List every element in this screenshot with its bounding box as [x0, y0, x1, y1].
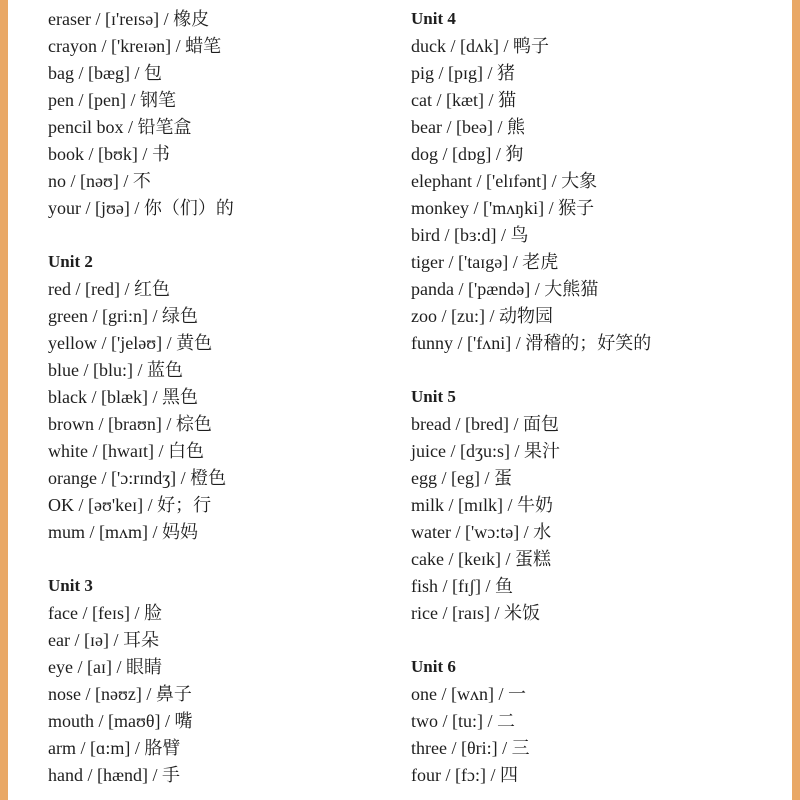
- unit-heading: Unit 6: [411, 657, 456, 676]
- vocab-entry: one / [wʌn] / 一: [411, 684, 526, 704]
- vocab-entry: duck / [dʌk] / 鸭子: [411, 36, 549, 56]
- vocab-entry: panda / ['pændə] / 大熊猫: [411, 279, 599, 299]
- vocab-entry: eye / [aɪ] / 眼睛: [48, 657, 162, 677]
- vocab-entry: bag / [bæg] / 包: [48, 63, 162, 83]
- vocabulary-sheet: [8, 0, 792, 800]
- vocab-entry: bird / [bɜ:d] / 鸟: [411, 225, 529, 245]
- vocab-entry: zoo / [zu:] / 动物园: [411, 306, 553, 326]
- unit-heading: Unit 3: [48, 576, 93, 595]
- vocab-entry: pencil box / 铅笔盒: [48, 117, 192, 137]
- vocab-entry: egg / [eg] / 蛋: [411, 468, 512, 488]
- vocab-entry: water / ['wɔ:tə] / 水: [411, 522, 552, 542]
- vocab-entry: rice / [raɪs] / 米饭: [411, 603, 540, 623]
- vocab-entry: nose / [nəʊz] / 鼻子: [48, 684, 192, 704]
- unit-heading: Unit 2: [48, 252, 93, 271]
- vocab-entry: brown / [braʊn] / 棕色: [48, 414, 212, 434]
- vocab-entry: pig / [pɪg] / 猪: [411, 63, 515, 83]
- vocab-entry: ear / [ɪə] / 耳朵: [48, 630, 159, 650]
- vocab-entry: blue / [blu:] / 蓝色: [48, 360, 183, 380]
- vocab-entry: three / [θri:] / 三: [411, 738, 530, 758]
- vocab-entry: black / [blæk] / 黑色: [48, 387, 198, 407]
- vocab-entry: monkey / ['mʌŋki] / 猴子: [411, 198, 595, 218]
- vocab-entry: green / [gri:n] / 绿色: [48, 306, 198, 326]
- vocab-entry: bread / [bred] / 面包: [411, 414, 559, 434]
- vocab-entry: cat / [kæt] / 猫: [411, 90, 516, 110]
- vocab-entry: milk / [mɪlk] / 牛奶: [411, 495, 553, 515]
- vocab-entry: yellow / ['jeləʊ] / 黄色: [48, 333, 213, 353]
- vocab-entry: tiger / ['taɪgə] / 老虎: [411, 252, 559, 272]
- vocab-entry: fish / [fɪʃ] / 鱼: [411, 576, 513, 596]
- vocab-entry: no / [nəʊ] / 不: [48, 171, 151, 191]
- vocab-entry: hand / [hænd] / 手: [48, 765, 180, 785]
- vocab-entry: two / [tu:] / 二: [411, 711, 515, 731]
- vocab-entry: orange / ['ɔ:rɪndʒ] / 橙色: [48, 468, 227, 488]
- vocab-entry: crayon / ['kreɪən] / 蜡笔: [48, 36, 222, 56]
- vocab-entry: book / [bʊk] / 书: [48, 144, 170, 164]
- vocab-entry: dog / [dɒg] / 狗: [411, 144, 524, 164]
- vocab-entry: face / [feɪs] / 脸: [48, 603, 162, 623]
- vocab-entry: pen / [pen] / 钢笔: [48, 90, 176, 110]
- vocab-entry: cake / [keɪk] / 蛋糕: [411, 549, 551, 569]
- vocab-entry: arm / [ɑ:m] / 胳臂: [48, 738, 181, 758]
- vocab-entry: four / [fɔ:] / 四: [411, 765, 518, 785]
- unit-heading: Unit 4: [411, 9, 456, 28]
- vocab-entry: elephant / ['elɪfənt] / 大象: [411, 171, 598, 191]
- vocab-entry: bear / [beə] / 熊: [411, 117, 525, 137]
- vocab-entry: mum / [mʌm] / 妈妈: [48, 522, 198, 542]
- vocab-entry: funny / ['fʌni] / 滑稽的；好笑的: [411, 333, 652, 353]
- unit-heading: Unit 5: [411, 387, 456, 406]
- vocab-entry: juice / [dʒu:s] / 果汁: [411, 441, 560, 461]
- vocab-entry: eraser / [ɪ'reɪsə] / 橡皮: [48, 9, 210, 29]
- vocab-entry: mouth / [maʊθ] / 嘴: [48, 711, 193, 731]
- vocab-entry: OK / [əʊ'keɪ] / 好；行: [48, 495, 212, 515]
- vocab-entry: red / [red] / 红色: [48, 279, 170, 299]
- vocab-entry: white / [hwaɪt] / 白色: [48, 441, 204, 461]
- vocab-entry: your / [jʊə] / 你（们）的: [48, 198, 234, 218]
